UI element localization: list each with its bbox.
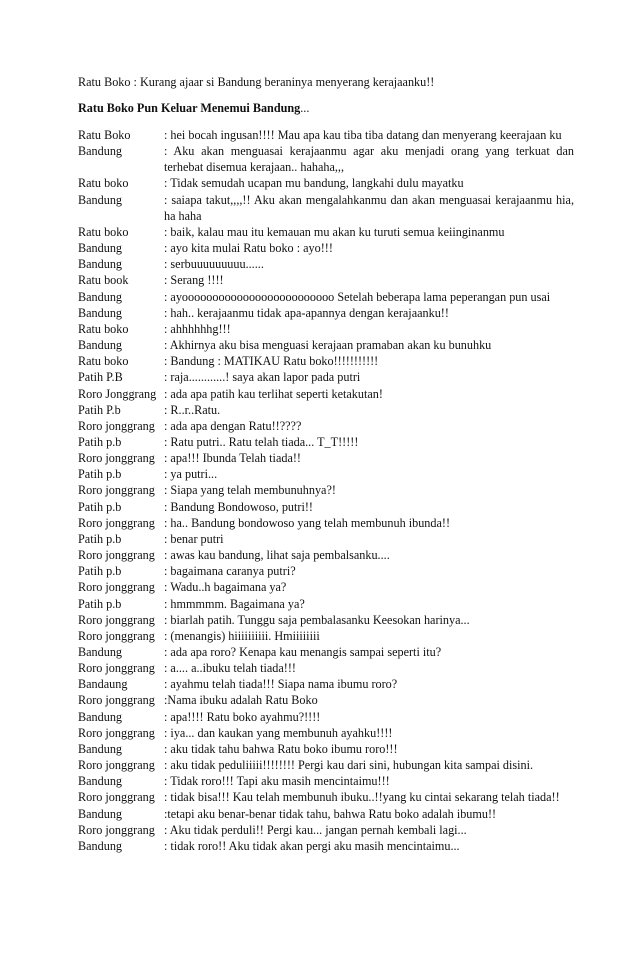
dialogue-line: : bagaimana caranya putri? (164, 564, 296, 579)
dialogue-speaker: Roro jonggrang (78, 758, 155, 773)
dialogue-row (78, 806, 578, 822)
dialogue-row (78, 515, 578, 531)
dialogue-line: : Siapa yang telah membunuhnya?! (164, 483, 336, 498)
dialogue-row (78, 127, 578, 143)
dialogue-line: : serbuuuuuuuuu...... (164, 257, 264, 272)
dialogue-line: : tidak bisa!!! Kau telah membunuh ibuku..!!yang ku cintai sekarang telah tiada!! (164, 790, 560, 805)
dialogue-speaker: Roro jonggrang (78, 612, 155, 627)
dialogue-row (78, 321, 578, 337)
dialogue-speaker: Bandung (78, 838, 123, 853)
dialogue-line: : Tidak semudah ucapan mu bandung, langkahi dulu mayatku (164, 176, 464, 191)
dialogue-row (78, 499, 578, 515)
dialogue-row (78, 547, 578, 563)
dialogue-row (78, 305, 578, 321)
dialogue-speaker: Bandung (78, 774, 123, 789)
intro-line: Ratu Boko : Kurang ajaar si Bandung beraninya menyerang kerajaanku!! (78, 75, 435, 89)
dialogue-speaker: Patih p.b (78, 434, 122, 449)
dialogue-speaker: Patih p.b (78, 531, 122, 546)
dialogue-row (78, 789, 578, 805)
dialogue-line: : a.... a..ibuku telah tiada!!! (164, 661, 296, 676)
dialogue-line: : biarlah patih. Tunggu saja pembalasanku Keesokan harinya... (164, 612, 470, 627)
scene-heading-text: Ratu Boko Pun Keluar Menemui Bandung (78, 101, 301, 115)
dialogue-speaker: Roro jonggrang (78, 418, 155, 433)
dialogue-line: : Ratu putri.. Ratu telah tiada... T_T!!!!! (164, 434, 359, 449)
document-page (78, 74, 578, 854)
dialogue-line: : Bandung Bondowoso, putri!! (164, 499, 313, 514)
dialogue-row (78, 337, 578, 353)
dialogue-line: : (menangis) hiiiiiiiiii. Hmiiiiiiii (164, 628, 320, 643)
dialogue-row (78, 256, 578, 272)
dialogue-speaker: Bandung (78, 806, 123, 821)
dialogue-row (78, 143, 578, 175)
dialogue-row (78, 563, 578, 579)
dialogue-line: : R..r..Ratu. (164, 402, 221, 417)
dialogue-row (78, 386, 578, 402)
dialogue-line: : raja............! saya akan lapor pada putri (164, 370, 361, 385)
dialogue-line: : ha.. Bandung bondowoso yang telah membunuh ibunda!! (164, 515, 451, 530)
dialogue-speaker: Roro jonggrang (78, 451, 155, 466)
dialogue-row (78, 272, 578, 288)
dialogue-line: : ada apa dengan Ratu!!???? (164, 418, 302, 433)
scene-heading-suffix: ... (300, 101, 310, 115)
dialogue-speaker: Bandung (78, 257, 123, 272)
dialogue-line: : ada apa patih kau terlihat seperti ketakutan! (164, 386, 383, 401)
dialogue-line: : apa!!!! Ratu boko ayahmu?!!!! (164, 709, 321, 724)
dialogue-line: : Aku tidak perduli!! Pergi kau... jangan pernah kembali lagi... (164, 822, 467, 837)
dialogue-row (78, 838, 578, 854)
dialogue-line: : baik, kalau mau itu kemauan mu akan ku turuti semua keiinginanmu (164, 224, 505, 239)
dialogue-list (78, 127, 578, 854)
dialogue-line: : ya putri... (164, 467, 218, 482)
dialogue-line: : tidak roro!! Aku tidak akan pergi aku masih mencintaimu... (164, 838, 460, 853)
dialogue-speaker: Roro jonggrang (78, 515, 155, 530)
dialogue-speaker: Patih p.b (78, 596, 122, 611)
dialogue-speaker: Roro jonggrang (78, 725, 155, 740)
dialogue-line: : aku tidak peduliiiii!!!!!!!! Pergi kau dari sini, hubungan kita sampai disini. (164, 758, 534, 773)
dialogue-row (78, 725, 578, 741)
dialogue-row (78, 418, 578, 434)
dialogue-row (78, 175, 578, 191)
dialogue-line: : aku tidak tahu bahwa Ratu boko ibumu roro!!! (164, 741, 398, 756)
dialogue-row (78, 434, 578, 450)
dialogue-speaker: Bandung (78, 709, 123, 724)
dialogue-row (78, 402, 578, 418)
dialogue-speaker: Bandung (78, 741, 123, 756)
dialogue-row (78, 240, 578, 256)
dialogue-speaker: Roro jonggrang (78, 790, 155, 805)
dialogue-line: : hah.. kerajaanmu tidak apa-apannya dengan kerajaanku!! (164, 305, 449, 320)
dialogue-speaker: Ratu boko (78, 354, 129, 369)
dialogue-speaker: Bandung (78, 241, 123, 256)
dialogue-line: :tetapi aku benar-benar tidak tahu, bahwa Ratu boko adalah ibumu!! (164, 806, 497, 821)
dialogue-row (78, 612, 578, 628)
dialogue-speaker: Bandung (78, 144, 123, 159)
dialogue-row (78, 531, 578, 547)
dialogue-line: : saiapa takut,,,,!! Aku akan mengalahkanmu dan akan menguasai kerajaanmu hia, ha haha (164, 192, 574, 223)
dialogue-speaker: Patih p.b (78, 564, 122, 579)
dialogue-row (78, 692, 578, 708)
dialogue-row (78, 466, 578, 482)
dialogue-row (78, 660, 578, 676)
dialogue-row (78, 579, 578, 595)
dialogue-line: : ayo kita mulai Ratu boko : ayo!!! (164, 241, 333, 256)
dialogue-line: : hei bocah ingusan!!!! Mau apa kau tiba tiba datang dan menyerang keerajaan ku (164, 128, 562, 142)
dialogue-line: : awas kau bandung, lihat saja pembalsanku.... (164, 548, 390, 563)
dialogue-line: : ahhhhhhg!!! (164, 321, 231, 336)
dialogue-row (78, 741, 578, 757)
dialogue-line: : Serang !!!! (164, 273, 224, 288)
dialogue-speaker: Bandaung (78, 677, 128, 692)
dialogue-row (78, 822, 578, 838)
dialogue-row (78, 192, 578, 224)
dialogue-line: : ada apa roro? Kenapa kau menangis sampai seperti itu? (164, 645, 442, 659)
dialogue-speaker: Ratu book (78, 273, 129, 288)
dialogue-line: : ayahmu telah tiada!!! Siapa nama ibumu roro? (164, 677, 398, 692)
dialogue-speaker: Roro jonggrang (78, 628, 155, 643)
dialogue-line: : apa!!! Ibunda Telah tiada!! (164, 451, 301, 466)
dialogue-speaker: Ratu boko (78, 321, 129, 336)
dialogue-row (78, 676, 578, 692)
dialogue-row (78, 709, 578, 725)
dialogue-speaker: Roro jonggrang (78, 693, 155, 708)
dialogue-line: : Akhirnya aku bisa menguasi kerajaan pramaban akan ku bunuhku (164, 338, 492, 353)
dialogue-speaker: Bandung (78, 192, 123, 207)
dialogue-line: : hmmmmm. Bagaimana ya? (164, 596, 305, 611)
dialogue-line: : Wadu..h bagaimana ya? (164, 580, 287, 595)
dialogue-row (78, 773, 578, 789)
dialogue-row (78, 224, 578, 240)
dialogue-row (78, 644, 578, 660)
dialogue-line: : Bandung : MATIKAU Ratu boko!!!!!!!!!!! (164, 354, 379, 369)
dialogue-row (78, 450, 578, 466)
dialogue-row (78, 757, 578, 773)
dialogue-row (78, 596, 578, 612)
dialogue-speaker: Roro jonggrang (78, 580, 155, 595)
dialogue-speaker: Ratu boko (78, 176, 129, 191)
dialogue-speaker: Patih p.b (78, 499, 122, 514)
dialogue-speaker: Roro jonggrang (78, 548, 155, 563)
dialogue-speaker: Roro Jonggrang (78, 386, 157, 401)
dialogue-speaker: Bandung (78, 338, 123, 353)
dialogue-speaker: Patih P.b (78, 402, 121, 417)
dialogue-line: : Tidak roro!!! Tapi aku masih mencintaimu!!! (164, 774, 390, 789)
dialogue-line: : iya... dan kaukan yang membunuh ayahku!!!! (164, 725, 393, 740)
dialogue-row (78, 369, 578, 385)
dialogue-speaker: Roro jonggrang (78, 822, 155, 837)
dialogue-row (78, 482, 578, 498)
dialogue-row (78, 353, 578, 369)
dialogue-speaker: Ratu boko (78, 224, 129, 239)
dialogue-speaker: Bandung (78, 645, 123, 659)
dialogue-row (78, 289, 578, 305)
dialogue-speaker: Bandung (78, 305, 123, 320)
dialogue-line: :Nama ibuku adalah Ratu Boko (164, 693, 318, 708)
dialogue-speaker: Ratu Boko (78, 128, 131, 142)
dialogue-line: : Aku akan menguasai kerajaanmu agar aku menjadi orang yang terkuat dan terhebat disemua kerajaan.. hahaha,,, (164, 144, 574, 175)
scene-heading (78, 100, 578, 116)
dialogue-speaker: Patih P.B (78, 370, 123, 385)
dialogue-speaker: Roro jonggrang (78, 661, 155, 676)
dialogue-line: : ayooooooooooooooooooooooooo Setelah beberapa lama peperangan pun usai (164, 289, 551, 304)
dialogue-row (78, 628, 578, 644)
dialogue-line: : benar putri (164, 531, 224, 546)
dialogue-speaker: Roro jonggrang (78, 483, 155, 498)
dialogue-speaker: Patih p.b (78, 467, 122, 482)
dialogue-speaker: Bandung (78, 289, 123, 304)
